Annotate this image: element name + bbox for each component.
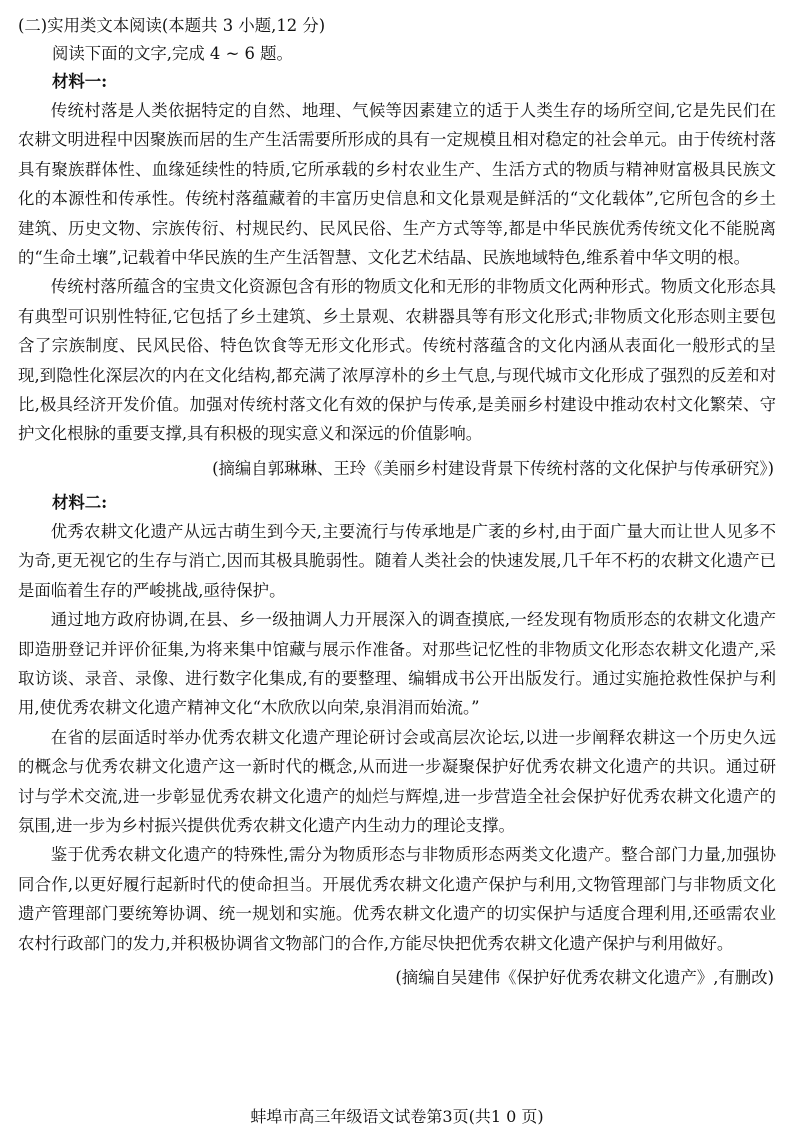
reading-instruction: 阅读下面的文字,完成 4 ~ 6 题。 [52, 44, 293, 63]
material-one-paragraph: 传统村落所蕴含的宝贵文化资源包含有形的物质文化和无形的非物质文化两种形式。物质文化形态具有典型可识别性特征,它包括了乡土建筑、乡土景观、农耕器具等有形文化形式;非物质文化形态则主要包含了宗族制度、民风民俗、特色饮食等无形文化形式。传统村落蕴含的文化内涵从表面化一般形式的呈现,到隐性化深层次的内在文化结构,都充满了浓厚淳朴的乡土气息,与现代城市文化形成了强烈的反差和对比,极具经济开发价值。加强对传统村落文化有效的保护与传承,是美丽乡村建设中推动农村文化繁荣、守护文化根脉的重要支撑,具有积极的现实意义和深远的价值影响。 [18, 277, 776, 444]
page-footer: 蚌埠市高三年级语文试卷第3页(共1 0 页) [250, 1107, 544, 1126]
material-one-label: 材料一: [52, 72, 108, 91]
material-one-source: (摘编自郭琳琳、王玲《美丽乡村建设背景下传统村落的文化保护与传承研究》) [212, 458, 774, 478]
material-two-paragraph: 鉴于优秀农耕文化遗产的特殊性,需分为物质形态与非物质形态两类文化遗产。整合部门力量,加强协同合作,以更好履行起新时代的使命担当。开展优秀农耕文化遗产保护与利用,文物管理部门与非物质文化遗产管理部门要统筹协调、统一规划和实施。优秀农耕文化遗产的切实保护与适度合理利用,还亟需农业农村行政部门的发力,并积极协调省文物部门的合作,方能尽快把优秀农耕文化遗产保护与利用做好。 [18, 845, 776, 953]
material-two-paragraph: 优秀农耕文化遗产从远古萌生到今天,主要流行与传承地是广袤的乡村,由于面广量大而让世人见多不为奇,更无视它的生存与消亡,因而其极具脆弱性。随着人类社会的快速发展,几千年不朽的农耕文化遗产已是面临着生存的严峻挑战,亟待保护。 [18, 521, 776, 600]
material-two-paragraph: 通过地方政府协调,在县、乡一级抽调人力开展深入的调查摸底,一经发现有物质形态的农耕文化遗产即造册登记并评价征集,为将来集中馆藏与展示作准备。对那些记忆性的非物质文化形态农耕文化遗产,采取访谈、录音、录像、进行数字化集成,有的要整理、编辑成书公开出版发行。通过实施抢救性保护与利用,使优秀农耕文化遗产精神文化“木欣欣以向荣,泉涓涓而始流。” [18, 610, 776, 718]
material-two-label: 材料二: [52, 492, 108, 512]
material-one-paragraph: 传统村落是人类依据特定的自然、地理、气候等因素建立的适于人类生存的场所空间,它是先民们在农耕文明进程中因聚族而居的生产生活需要所形成的具有一定规模且相对稳定的社会单元。由于传统村落具有聚族群体性、血缘延续性的特质,它所承载的乡村农业生产、生活方式的物质与精神财富极具民族文化的本源性和传承性。传统村落蕴藏着的丰富历史信息和文化景观是鲜活的“文化载体”,它所包含的乡土建筑、历史文物、宗族传衍、村规民约、民风民俗、生产方式等等,都是中华民族优秀传统文化不能脱离的“生命土壤”,记载着中华民族的生产生活智慧、文化艺术结晶、民族地域特色,维系着中华文明的根。 [18, 101, 776, 268]
material-two-source: (摘编自吴建伟《保护好优秀农耕文化遗产》,有删改) [395, 967, 774, 987]
section-title: (二)实用类文本阅读(本题共 3 小题,12 分) [18, 16, 326, 35]
material-two-paragraph: 在省的层面适时举办优秀农耕文化遗产理论研讨会或高层次论坛,以进一步阐释农耕这一个历史久远的概念与优秀农耕文化遗产这一新时代的概念,从而进一步凝聚保护好优秀农耕文化遗产的共识。通过研讨与学术交流,进一步彰显优秀农耕文化遗产的灿烂与辉煌,进一步营造全社会保护好优秀农耕文化遗产的氛围,进一步为乡村振兴提供优秀农耕文化遗产内生动力的理论支撑。 [18, 727, 776, 835]
